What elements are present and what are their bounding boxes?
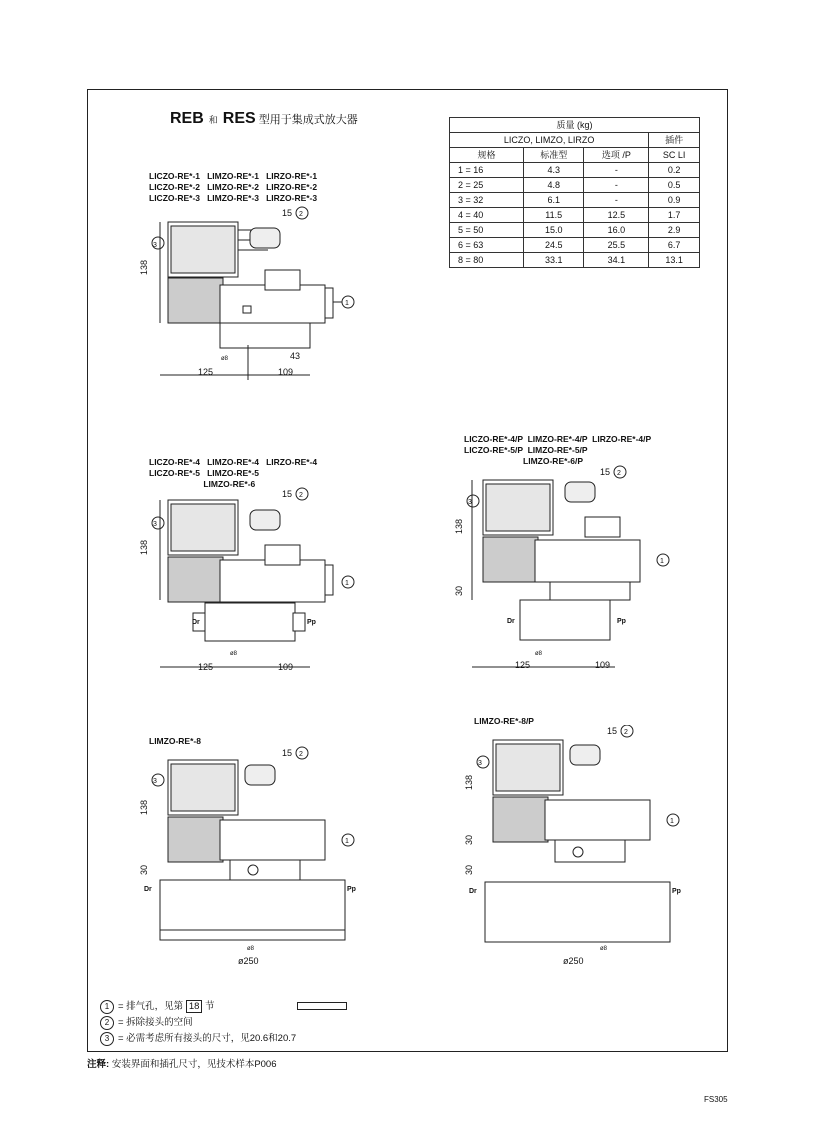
- svg-text:ø8: ø8: [221, 356, 229, 362]
- svg-text:3: 3: [153, 521, 157, 528]
- svg-text:ø250: ø250: [563, 956, 584, 966]
- svg-text:Pp: Pp: [617, 618, 626, 625]
- svg-text:15: 15: [607, 726, 618, 736]
- svg-text:3: 3: [153, 242, 157, 249]
- table-row: 5 = 50 15.0 16.0 2.9: [450, 223, 700, 238]
- svg-text:15: 15: [282, 748, 293, 758]
- note-2: 2 = 拆除接头的空间: [100, 1014, 193, 1030]
- svg-text:30: 30: [464, 834, 474, 845]
- svg-text:Dr: Dr: [144, 886, 152, 893]
- table-row: 2 = 25 4.8 - 0.5: [450, 178, 700, 193]
- svg-text:Dr: Dr: [192, 619, 200, 626]
- svg-text:109: 109: [595, 660, 611, 670]
- svg-text:138: 138: [139, 259, 149, 275]
- svg-text:1: 1: [670, 818, 674, 825]
- svg-text:2: 2: [299, 751, 303, 758]
- svg-text:Pp: Pp: [347, 886, 356, 893]
- svg-text:138: 138: [139, 799, 149, 815]
- svg-text:30: 30: [464, 864, 474, 875]
- valve-drawing-4: [135, 745, 365, 970]
- svg-text:15: 15: [282, 489, 293, 499]
- drawing-5-label: LIMZO-RE*-8/P: [474, 716, 534, 726]
- svg-text:30: 30: [139, 864, 149, 875]
- svg-text:1: 1: [345, 580, 349, 587]
- svg-text:3: 3: [153, 778, 157, 785]
- svg-text:1: 1: [345, 300, 349, 307]
- valve-drawing-3: [450, 462, 680, 677]
- svg-text:2: 2: [617, 470, 621, 477]
- svg-text:109: 109: [278, 662, 294, 672]
- svg-text:Pp: Pp: [672, 888, 681, 895]
- table-row: 6 = 63 24.5 25.5 6.7: [450, 238, 700, 253]
- svg-text:43: 43: [290, 351, 301, 361]
- valve-drawing-2: [135, 485, 365, 675]
- svg-text:ø250: ø250: [238, 956, 259, 966]
- table-row: 1 = 16 4.3 - 0.2: [450, 163, 700, 178]
- svg-text:ø8: ø8: [600, 946, 608, 952]
- page-id: FS305: [704, 1095, 728, 1104]
- svg-text:109: 109: [278, 367, 294, 377]
- svg-text:125: 125: [198, 367, 214, 377]
- svg-text:138: 138: [139, 539, 149, 555]
- svg-text:30: 30: [454, 585, 464, 596]
- svg-text:Pp: Pp: [307, 619, 316, 626]
- drawing-2-label: LICZO-RE*-4 LIMZO-RE*-4 LIRZO-RE*-4 LICZO-RE*-5 LIMZO-RE*-5 LIMZO-RE*-6: [149, 457, 318, 489]
- footnote: 注释: 安装界面和插孔尺寸，见技术样本P006: [87, 1059, 277, 1070]
- svg-text:1: 1: [345, 838, 349, 845]
- page-title: REB 和 RES 型用于集成式放大器: [170, 110, 358, 127]
- svg-text:125: 125: [198, 662, 214, 672]
- note-1: 1 = 排气孔，见第 18 节: [100, 998, 347, 1014]
- svg-text:2: 2: [624, 729, 628, 736]
- svg-text:3: 3: [468, 499, 472, 506]
- screwdriver-icon: [297, 1002, 347, 1010]
- drawing-3-label: LICZO-RE*-4/P LIMZO-RE*-4/P LIRZO-RE*-4/P LICZO-RE*-5/P LIMZO-RE*-5/P LIMZO-RE*-6/P: [464, 434, 652, 466]
- svg-text:ø8: ø8: [230, 651, 238, 657]
- svg-text:ø8: ø8: [535, 651, 543, 657]
- table-row: 3 = 32 6.1 - 0.9: [450, 193, 700, 208]
- svg-text:ø8: ø8: [247, 946, 255, 952]
- svg-text:125: 125: [515, 660, 531, 670]
- svg-text:3: 3: [478, 760, 482, 767]
- table-row: 4 = 40 11.5 12.5 1.7: [450, 208, 700, 223]
- svg-text:138: 138: [454, 518, 464, 534]
- note-3: 3 = 必需考虑所有接头的尺寸，见20.6和20.7: [100, 1030, 296, 1046]
- drawing-4-label: LIMZO-RE*-8: [149, 736, 201, 746]
- valve-drawing-1: [135, 200, 365, 385]
- valve-drawing-5: [460, 725, 690, 970]
- svg-text:2: 2: [299, 492, 303, 499]
- svg-text:1: 1: [660, 558, 664, 565]
- table-row: 8 = 80 33.1 34.1 13.1: [450, 253, 700, 268]
- svg-text:Dr: Dr: [507, 618, 515, 625]
- svg-text:15: 15: [282, 208, 293, 218]
- weight-table: 质量 (kg) LICZO, LIMZO, LIRZO 插件 规格 标准型 选项 /P SC LI 1 = 16 4.3 - 0.2 2 = 25 4.8 - 0.5 3 = 32 6.1 - 0.9 4 = 40 11.5 12.5 1.7 5 = 50 15.0 16.0 2.9 6 = 63 24.5 25.5 6.7 8 = 80 33.1 34.1 13.1: [449, 117, 700, 268]
- svg-text:2: 2: [299, 211, 303, 218]
- svg-text:Dr: Dr: [469, 888, 477, 895]
- drawing-1-label: LICZO-RE*-1 LIMZO-RE*-1 LIRZO-RE*-1 LICZO-RE*-2 LIMZO-RE*-2 LIRZO-RE*-2 LICZO-RE*-3 LIMZO-RE*-3 LIRZO-RE*-3: [149, 171, 318, 203]
- svg-text:138: 138: [464, 774, 474, 790]
- svg-text:15: 15: [600, 467, 611, 477]
